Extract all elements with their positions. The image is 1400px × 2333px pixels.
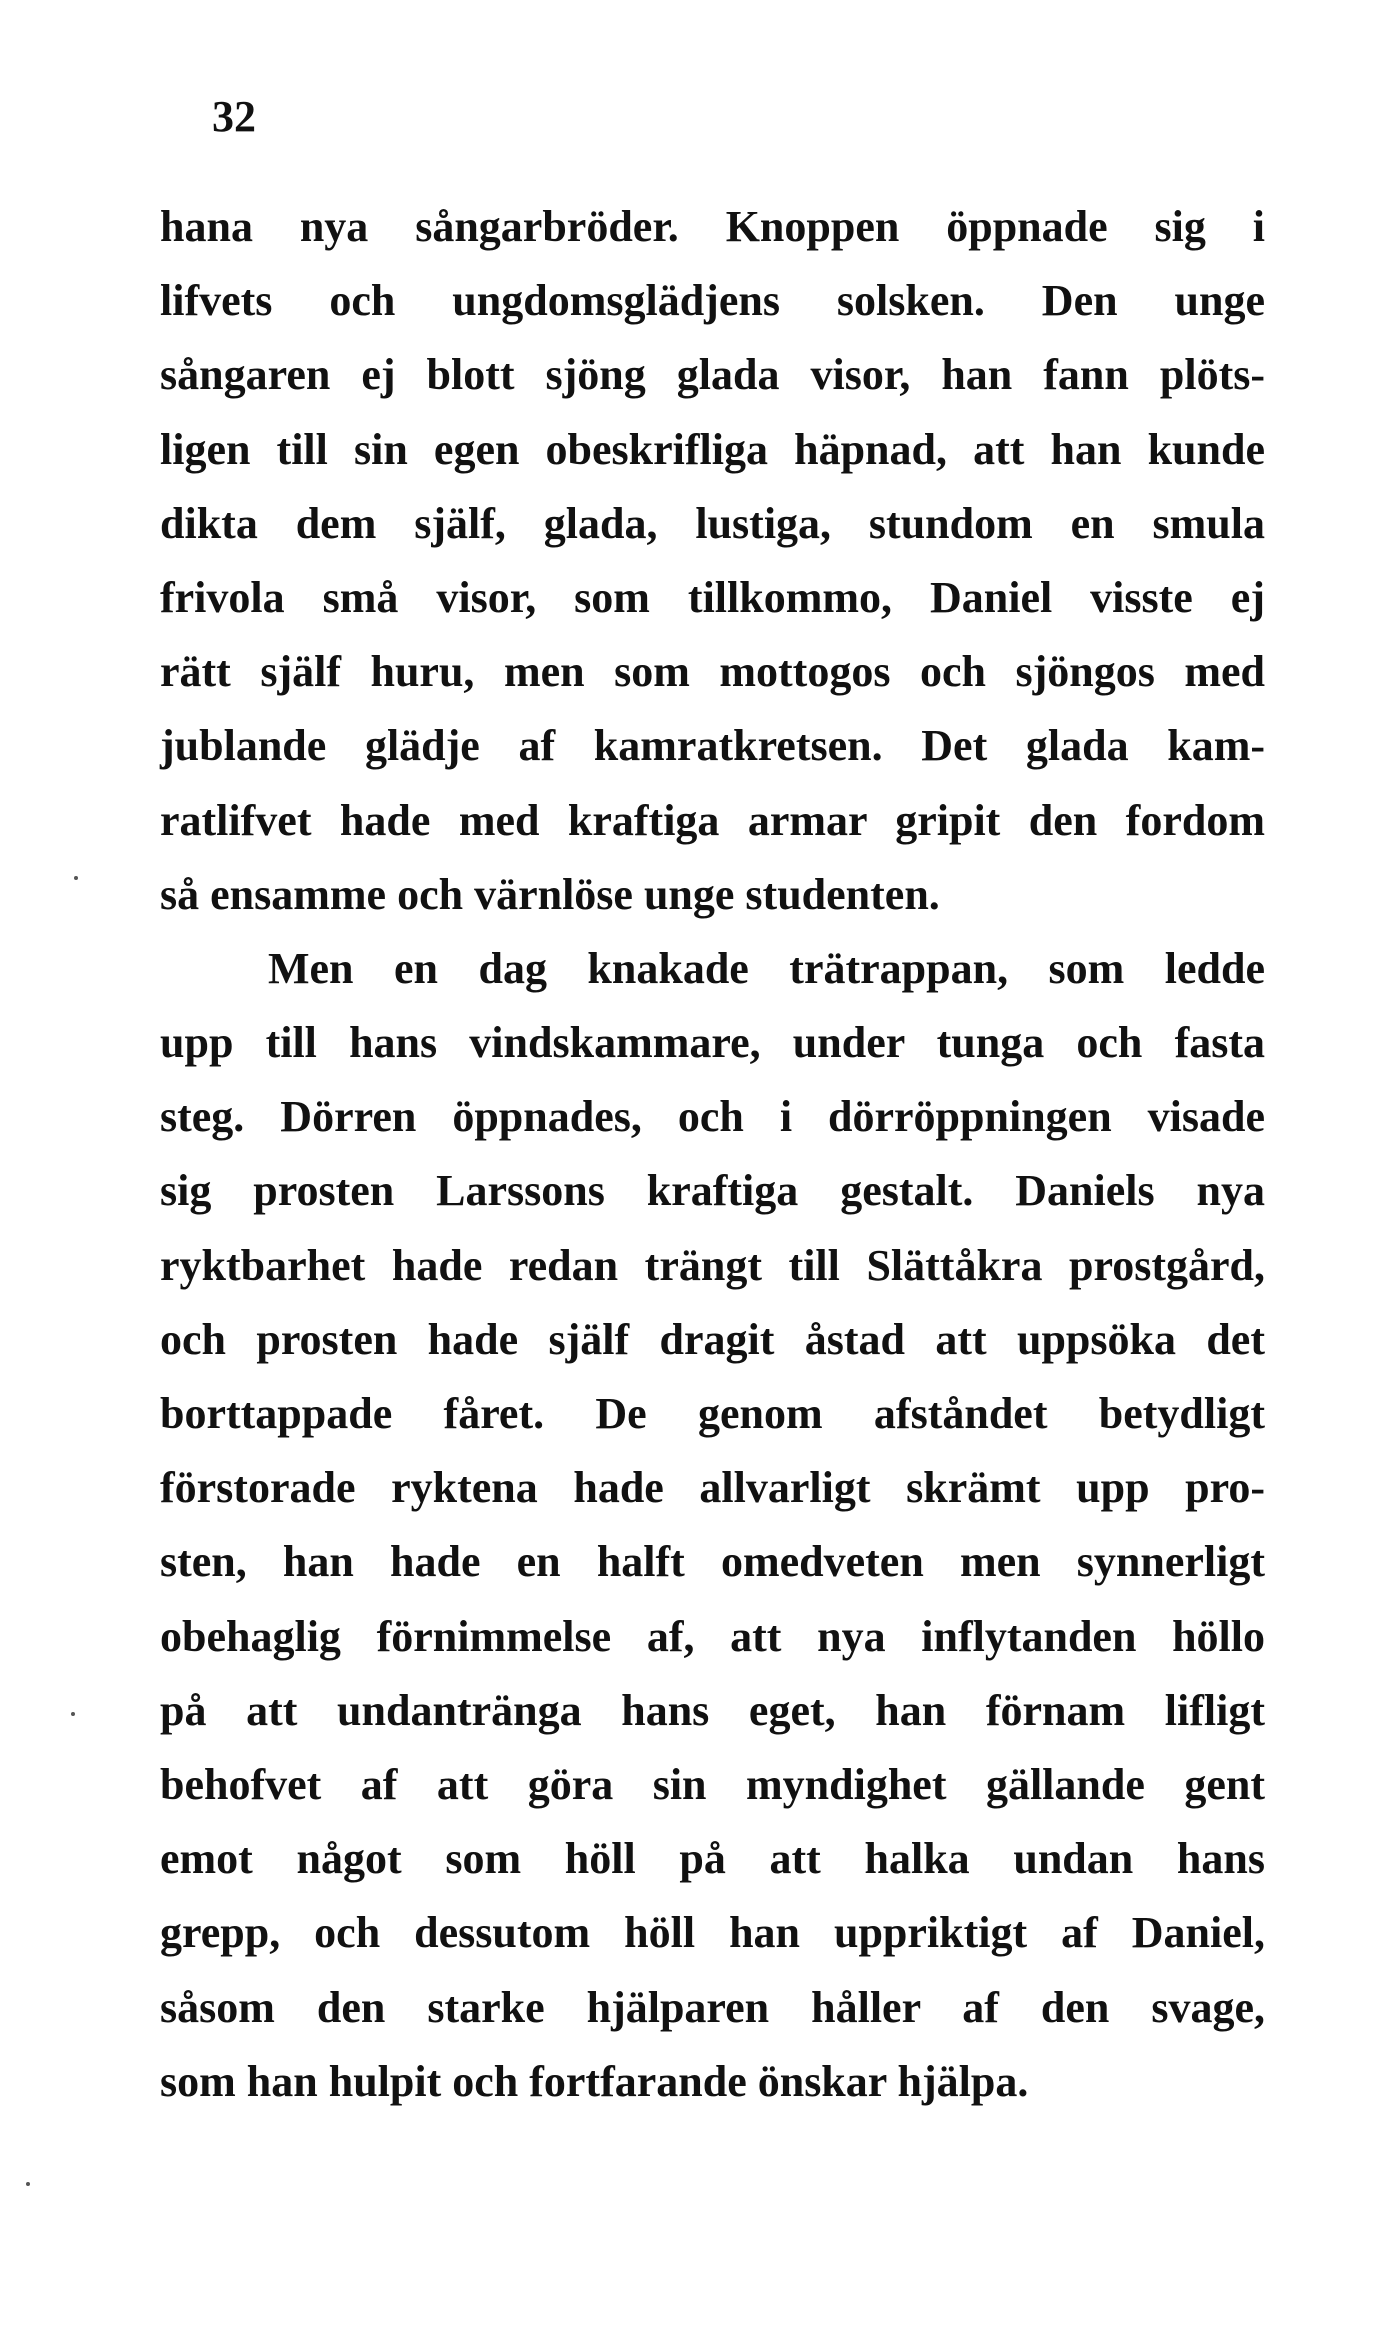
text-line: sten, han hade en halft omedveten men synnerligt [160, 1537, 1265, 1587]
body-text [160, 190, 1265, 2119]
text-line: på att undantränga hans eget, han förnam lifligt [160, 1685, 1265, 1735]
text-line: och prosten hade själf dragit åstad att uppsöka det [160, 1314, 1265, 1364]
text-line: förstorade ryktena hade allvarligt skrämt upp pro- [160, 1463, 1265, 1513]
text-line: Men en dag knakade trätrappan, som ledde [268, 943, 1265, 993]
text-line: ligen till sin egen obeskrifliga häpnad, att han kunde [160, 424, 1265, 474]
text-line: borttappade fåret. De genom afståndet betydligt [160, 1389, 1265, 1438]
text-line: obehaglig förnimmelse af, att nya inflytanden höllo [160, 1611, 1265, 1661]
text-line: steg. Dörren öppnades, och i dörröppningen visade [160, 1092, 1265, 1142]
text-line: frivola små visor, som tillkommo, Daniel visste ej [160, 572, 1265, 622]
text-line: hana nya sångarbröder. Knoppen öppnade sig i [160, 202, 1265, 251]
text-line: jublande glädje af kamratkretsen. Det glada kam- [160, 721, 1265, 771]
scan-speck [71, 1712, 75, 1716]
text-line: sångaren ej blott sjöng glada visor, han fann plöts- [160, 350, 1265, 400]
text-line: behofvet af att göra sin myndighet gällande gent [160, 1759, 1265, 1809]
text-line: grepp, och dessutom höll han uppriktigt af Daniel, [160, 1908, 1265, 1958]
page-number: 32 [212, 92, 256, 141]
scan-speck [74, 876, 78, 880]
text-line: dikta dem själf, glada, lustiga, stundom en smula [160, 498, 1265, 548]
text-line: ryktbarhet hade redan trängt till Slättåkra prostgård, [160, 1240, 1265, 1290]
paragraph-2 [160, 932, 1265, 2119]
text-line: sig prosten Larssons kraftiga gestalt. Daniels nya [160, 1166, 1265, 1216]
text-line: så ensamme och värnlöse unge studenten. [160, 869, 940, 919]
text-line: upp till hans vindskammare, under tunga och fasta [160, 1018, 1265, 1068]
text-line: lifvets och ungdomsglädjens solsken. Den unge [160, 276, 1265, 326]
text-line: som han hulpit och fortfarande önskar hjälpa. [160, 2056, 1029, 2106]
paragraph-1 [160, 190, 1265, 932]
text-line: rätt själf huru, men som mottogos och sjöngos med [160, 647, 1265, 697]
text-line: ratlifvet hade med kraftiga armar gripit den fordom [160, 795, 1265, 845]
scan-speck [26, 2182, 30, 2186]
text-line: emot något som höll på att halka undan hans [160, 1834, 1265, 1884]
text-line: såsom den starke hjälparen håller af den svage, [160, 1982, 1265, 2032]
